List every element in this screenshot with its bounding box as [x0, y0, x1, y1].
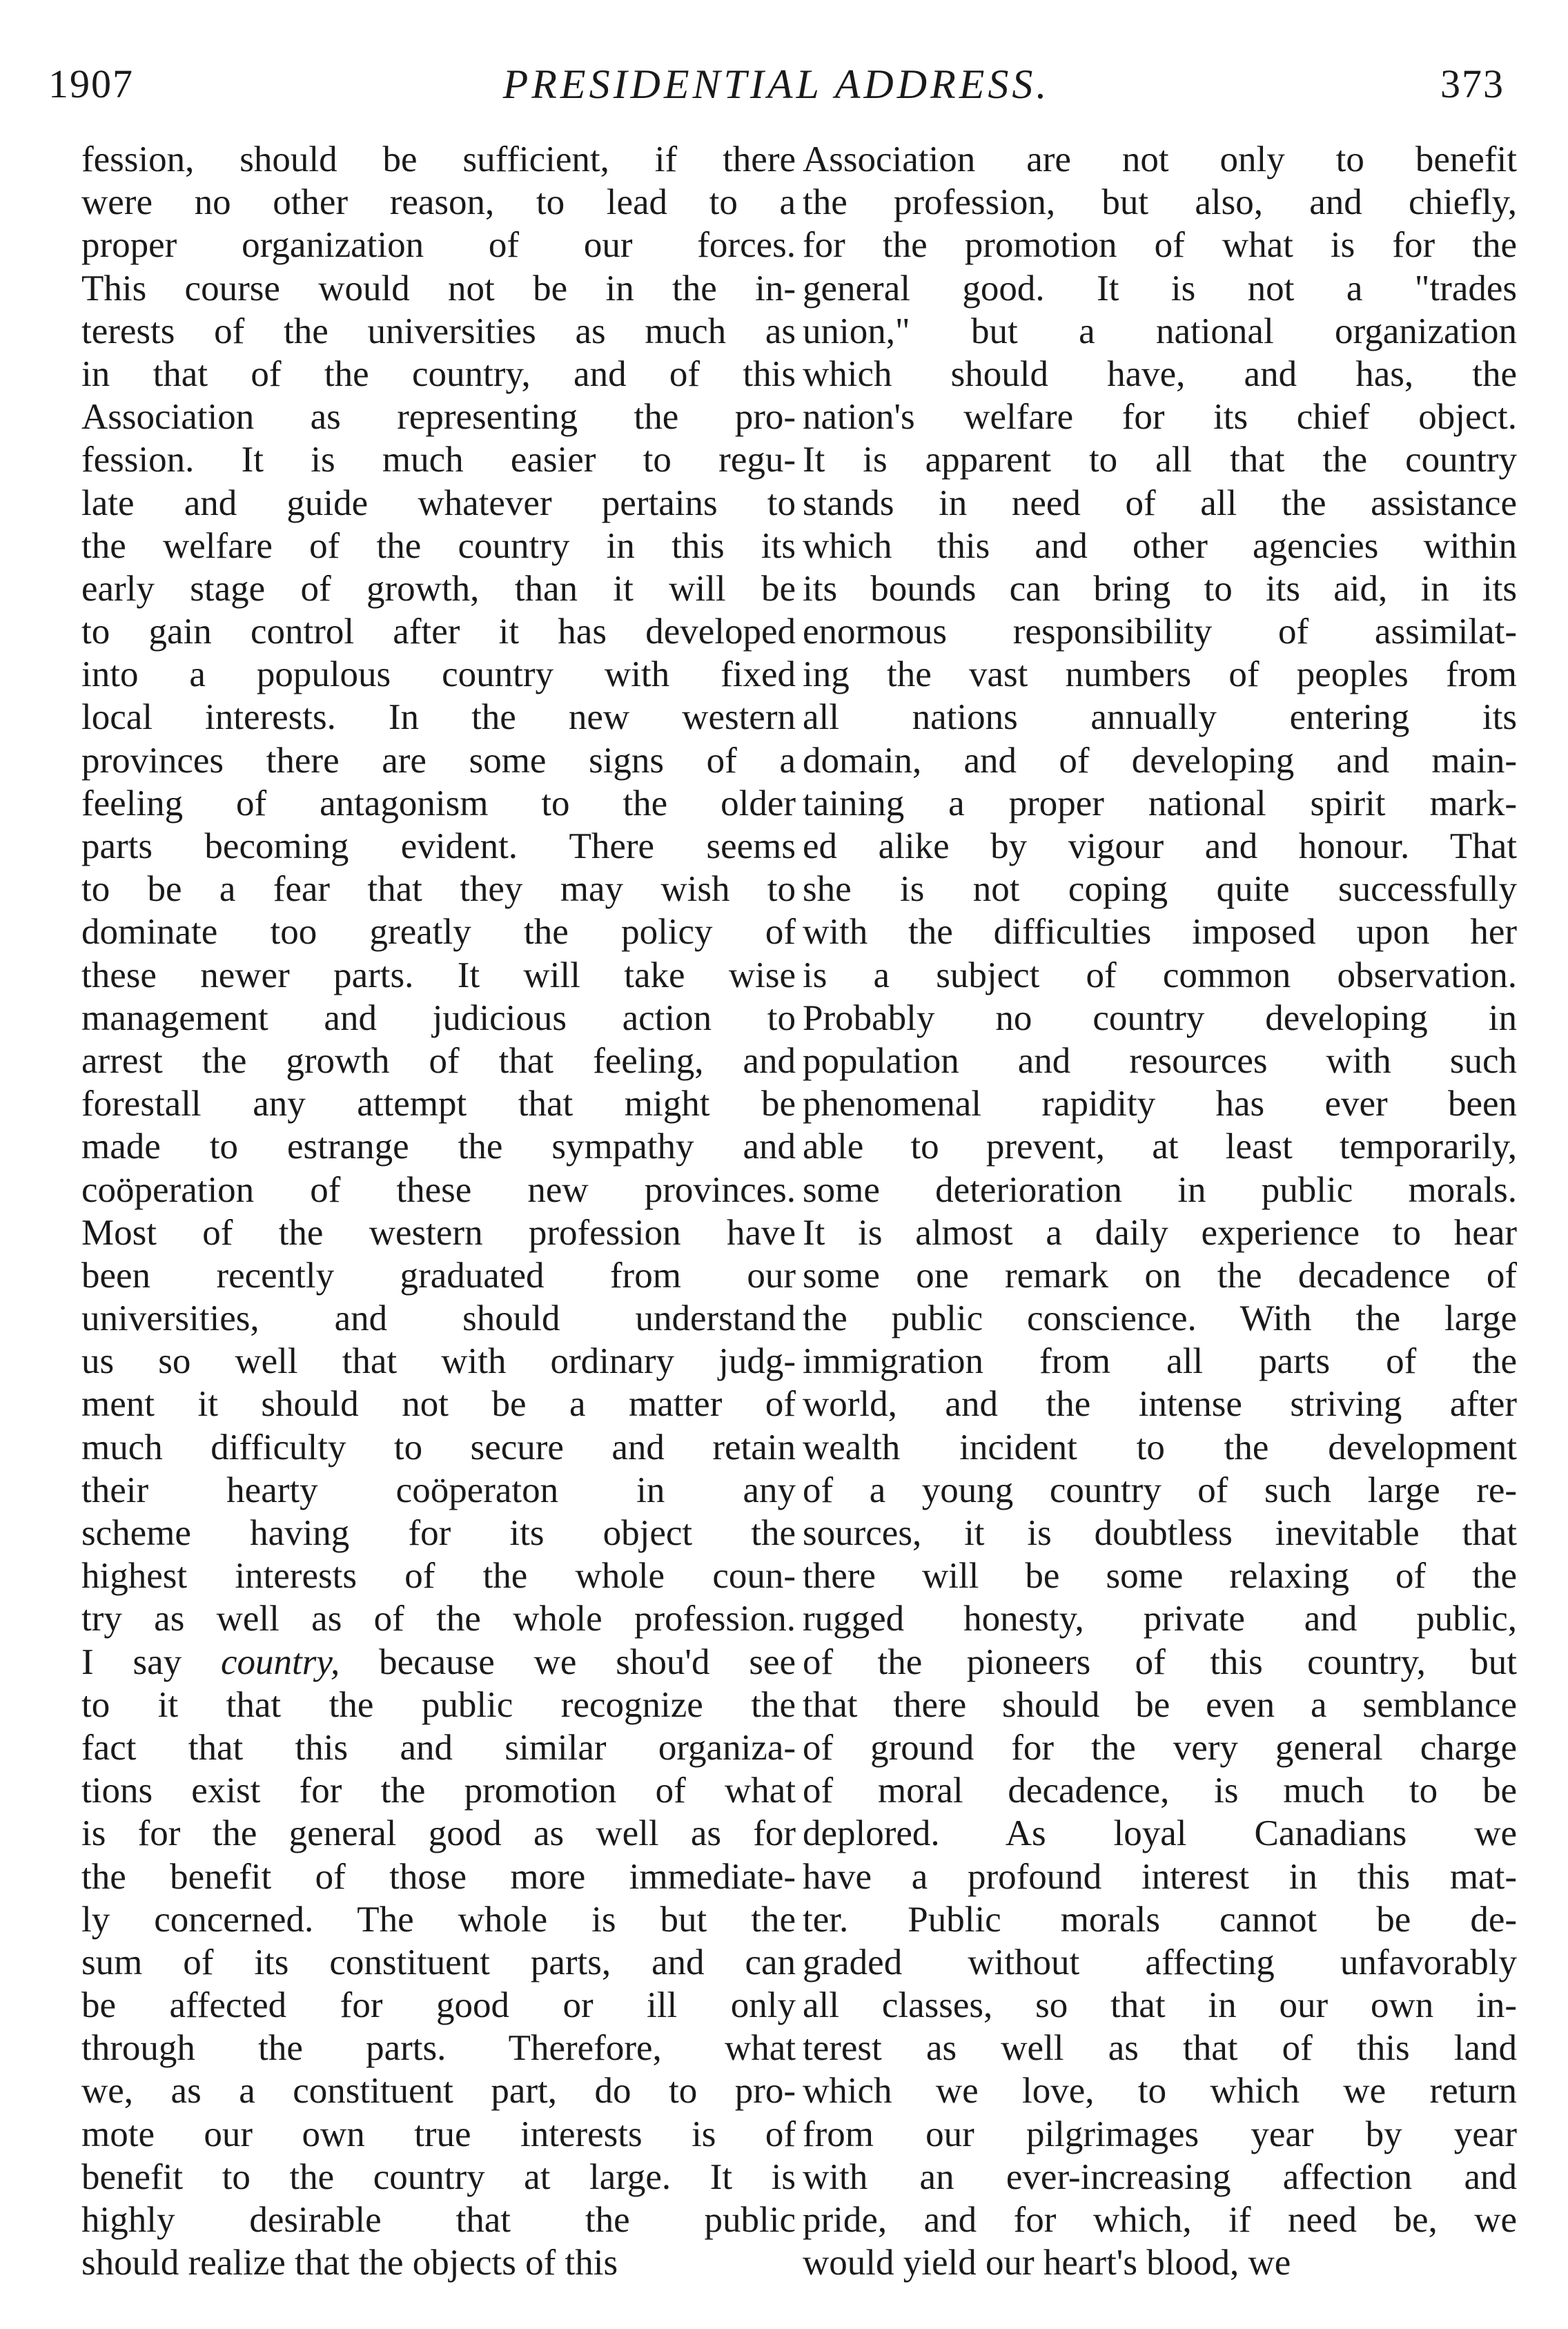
- text-line: management and judicious action to: [81, 997, 796, 1038]
- text-line: which should have, and has, the: [803, 353, 1517, 394]
- header-title: PRESIDENTIAL ADDRESS.: [502, 61, 1050, 107]
- text-line: made to estrange the sympathy and: [81, 1127, 796, 1167]
- text-line: their hearty coöperaton in any: [81, 1470, 796, 1510]
- text-line: ment it should not be a matter of: [81, 1384, 796, 1425]
- text-line: Association are not only to benefit: [803, 139, 1517, 179]
- text-line: try as well as of the whole profession.: [81, 1599, 796, 1639]
- text-line: late and guide whatever pertains to: [81, 483, 796, 523]
- text-line: from our pilgrimages year by year: [803, 2114, 1517, 2154]
- left-text-column: [81, 138, 796, 2284]
- text-line: ed alike by vigour and honour. That: [803, 826, 1517, 866]
- text-line: is for the general good as well as for: [81, 1813, 796, 1854]
- text-line: been recently graduated from our: [81, 1255, 796, 1296]
- text-line: there will be some relaxing of the: [803, 1556, 1517, 1597]
- text-line: of a young country of such large re-: [803, 1470, 1517, 1510]
- text-line: This course would not be in the in-: [81, 268, 796, 309]
- text-line: scheme having for its object the: [81, 1513, 796, 1553]
- text-line: through the parts. Therefore, what: [81, 2028, 796, 2069]
- text-line: its bounds can bring to its aid, in its: [803, 568, 1517, 609]
- text-line: benefit to the country at large. It is: [81, 2156, 796, 2197]
- text-line: Most of the western profession have: [81, 1212, 796, 1253]
- text-line: the benefit of those more immediate-: [81, 1856, 796, 1897]
- text-line: dominate too greatly the policy of: [81, 912, 796, 953]
- text-line: wealth incident to the development: [803, 1427, 1517, 1468]
- text-line: nation's welfare for its chief object.: [803, 397, 1517, 438]
- text-line: ly concerned. The whole is but the: [81, 1899, 796, 1940]
- text-line: provinces there are some signs of a: [81, 740, 796, 781]
- text-line: some deterioration in public morals.: [803, 1169, 1517, 1210]
- text-line: union," but a national organization: [803, 311, 1517, 351]
- text-line: all nations annually entering its: [803, 697, 1517, 738]
- text-line: fact that this and similar organiza-: [81, 1727, 796, 1768]
- text-line: which we love, to which we return: [803, 2071, 1517, 2112]
- text-line: parts becoming evident. There seems: [81, 826, 796, 866]
- text-line: proper organization of our forces.: [81, 225, 796, 266]
- text-line: some one remark on the decadence of: [803, 1255, 1517, 1296]
- text-line: of the pioneers of this country, but: [803, 1641, 1517, 1682]
- text-line: able to prevent, at least temporarily,: [803, 1127, 1517, 1167]
- text-line: forestall any attempt that might be: [81, 1084, 796, 1124]
- text-line: local interests. In the new western: [81, 697, 796, 738]
- text-line: terests of the universities as much as: [81, 311, 796, 351]
- text-line: deplored. As loyal Canadians we: [803, 1813, 1517, 1854]
- text-line: sum of its constituent parts, and can: [81, 1942, 796, 1982]
- text-line: were no other reason, to lead to a: [81, 182, 796, 223]
- text-line: we, as a constituent part, do to pro-: [81, 2071, 796, 2112]
- text-line: with an ever-increasing affection and: [803, 2156, 1517, 2197]
- text-line: highest interests of the whole coun-: [81, 1556, 796, 1597]
- text-line: should realize that the objects of this: [81, 2243, 618, 2283]
- text-line: fession, should be sufficient, if there: [81, 139, 796, 179]
- text-line: would yield our heart's blood, we: [803, 2243, 1291, 2283]
- text-line: the welfare of the country in this its: [81, 525, 796, 566]
- header-year: 1907: [48, 61, 134, 106]
- text-line: rugged honesty, private and public,: [803, 1599, 1517, 1639]
- text-line: to be a fear that they may wish to: [81, 869, 796, 910]
- text-line: highly desirable that the public: [81, 2200, 796, 2240]
- text-line: enormous responsibility of assimilat-: [803, 612, 1517, 652]
- text-line: these newer parts. It will take wise: [81, 955, 796, 995]
- text-line: world, and the intense striving after: [803, 1384, 1517, 1425]
- text-line: us so well that with ordinary judg-: [81, 1341, 796, 1382]
- text-line: tions exist for the promotion of what: [81, 1771, 796, 1811]
- text-line: the profession, but also, and chiefly,: [803, 182, 1517, 223]
- text-line: immigration from all parts of the: [803, 1341, 1517, 1382]
- text-line: fession. It is much easier to regu-: [81, 440, 796, 480]
- text-line: general good. It is not a "trades: [803, 268, 1517, 309]
- text-line: Probably no country developing in: [803, 997, 1517, 1038]
- text-line: pride, and for which, if need be, we: [803, 2200, 1517, 2240]
- text-line: the public conscience. With the large: [803, 1298, 1517, 1339]
- text-line: be affected for good or ill only: [81, 1985, 796, 2026]
- text-line: which this and other agencies within: [803, 525, 1517, 566]
- text-line: feeling of antagonism to the older: [81, 783, 796, 824]
- text-line: she is not coping quite successfully: [803, 869, 1517, 910]
- text-line: taining a proper national spirit mark-: [803, 783, 1517, 824]
- text-line: with the difficulties imposed upon her: [803, 912, 1517, 953]
- text-line: domain, and of developing and main-: [803, 740, 1517, 781]
- text-line: into a populous country with fixed: [81, 654, 796, 695]
- text-line: to gain control after it has developed: [81, 612, 796, 652]
- text-line: It is almost a daily experience to hear: [803, 1212, 1517, 1253]
- text-line: ing the vast numbers of peoples from: [803, 654, 1517, 695]
- text-line: for the promotion of what is for the: [803, 225, 1517, 266]
- text-line: is a subject of common observation.: [803, 955, 1517, 995]
- text-line: graded without affecting unfavorably: [803, 1942, 1517, 1982]
- text-line: coöperation of these new provinces.: [81, 1169, 796, 1210]
- text-line: all classes, so that in our own in-: [803, 1985, 1517, 2026]
- text-line: of ground for the very general charge: [803, 1727, 1517, 1768]
- text-line: I say country, because we shou'd see: [81, 1641, 796, 1682]
- text-line: much difficulty to secure and retain: [81, 1427, 796, 1468]
- text-line: of moral decadence, is much to be: [803, 1771, 1517, 1811]
- text-line: Association as representing the pro-: [81, 397, 796, 438]
- text-line: population and resources with such: [803, 1040, 1517, 1081]
- text-line: have a profound interest in this mat-: [803, 1856, 1517, 1897]
- text-line: It is apparent to all that the country: [803, 440, 1517, 480]
- text-line: mote our own true interests is of: [81, 2114, 796, 2154]
- text-line: terest as well as that of this land: [803, 2028, 1517, 2069]
- text-line: to it that the public recognize the: [81, 1684, 796, 1725]
- text-line: in that of the country, and of this: [81, 353, 796, 394]
- text-line: sources, it is doubtless inevitable that: [803, 1513, 1517, 1553]
- right-text-column: [803, 138, 1517, 2284]
- text-line: ter. Public morals cannot be de-: [803, 1899, 1517, 1940]
- running-header: [48, 61, 1505, 123]
- text-line: that there should be even a semblance: [803, 1684, 1517, 1725]
- text-line: phenomenal rapidity has ever been: [803, 1084, 1517, 1124]
- text-line: early stage of growth, than it will be: [81, 568, 796, 609]
- text-line: universities, and should understand: [81, 1298, 796, 1339]
- page-number: 373: [1440, 61, 1505, 106]
- text-line: stands in need of all the assistance: [803, 483, 1517, 523]
- text-line: arrest the growth of that feeling, and: [81, 1040, 796, 1081]
